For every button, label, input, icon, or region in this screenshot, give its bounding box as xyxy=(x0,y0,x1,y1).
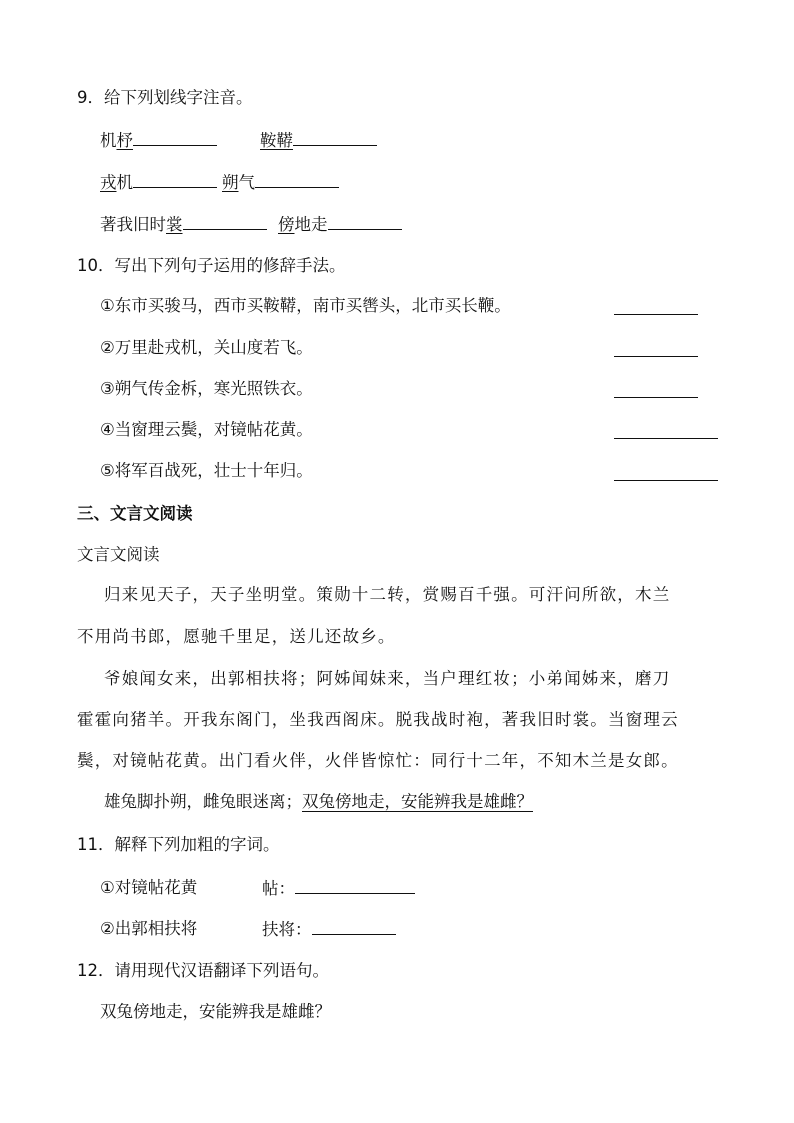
passage-line: 爷娘闻女来，出郭相扶将；阿姊闻妹来，当户理红妆；小弟闻姊来，磨刀 xyxy=(104,669,671,688)
answer-blank[interactable] xyxy=(312,918,396,935)
passage-line: 归来见天子，天子坐明堂。策勋十二转，赏赐百千强。可汗问所欲，木兰 xyxy=(104,585,671,604)
answer-blank[interactable] xyxy=(183,213,267,230)
q9-item-5: 著我旧时裳 xyxy=(100,213,267,236)
passage-line: 鬓，对镜帖花黄。出门看火伴，火伴皆惊忙：同行十二年，不知木兰是女郎。 xyxy=(77,751,679,770)
answer-blank[interactable] xyxy=(293,129,377,146)
q9-item-3: 戎机 xyxy=(100,171,217,194)
q10-item-3: ③朔气传金柝，寒光照铁衣。 xyxy=(100,379,313,398)
answer-blank[interactable] xyxy=(614,396,698,398)
section-heading: 三、文言文阅读 xyxy=(77,504,193,523)
q9-item-4: 朔气 xyxy=(222,171,339,194)
answer-blank[interactable] xyxy=(614,355,698,357)
q10-item-2: ②万里赴戎机，关山度若飞。 xyxy=(100,338,313,357)
answer-blank[interactable] xyxy=(295,877,415,894)
answer-blank[interactable] xyxy=(133,171,217,188)
underlined-sentence: 双兔傍地走，安能辨我是雄雌？ xyxy=(302,792,533,811)
q11-item-1-phrase: ①对镜帖花黄 xyxy=(100,878,198,897)
q10-title: 10．写出下列句子运用的修辞手法。 xyxy=(77,256,346,275)
q11-title: 11．解释下列加粗的字词。 xyxy=(77,835,280,854)
passage-line: 雄兔脚扑朔，雌兔眼迷离；双兔傍地走，安能辨我是雄雌？ xyxy=(104,792,533,811)
q9-title: 9．给下列划线字注音。 xyxy=(77,88,253,107)
answer-blank[interactable] xyxy=(133,129,217,146)
answer-blank[interactable] xyxy=(614,313,698,315)
q12-title: 12．请用现代汉语翻译下列语句。 xyxy=(77,961,329,980)
q10-item-4: ④当窗理云鬓，对镜帖花黄。 xyxy=(100,420,313,439)
passage-line: 霍霍向猪羊。开我东阁门，坐我西阁床。脱我战时袍，著我旧时裳。当窗理云 xyxy=(77,710,679,729)
q11-item-2-key: 扶将： xyxy=(262,918,396,941)
q9-item-2: 鞍鞯 xyxy=(260,129,377,152)
q11-item-1-key: 帖： xyxy=(262,877,415,900)
section-subheading: 文言文阅读 xyxy=(77,545,160,564)
q9-item-6: 傍地走 xyxy=(278,213,402,236)
answer-blank[interactable] xyxy=(614,437,718,439)
answer-blank[interactable] xyxy=(255,171,339,188)
q10-item-1: ①东市买骏马，西市买鞍鞯，南市买辔头，北市买长鞭。 xyxy=(100,296,511,315)
passage-line: 不用尚书郎，愿驰千里足，送儿还故乡。 xyxy=(77,627,396,646)
q9-item-1: 机杼 xyxy=(100,129,217,152)
answer-blank[interactable] xyxy=(328,213,402,230)
q11-item-2-phrase: ②出郭相扶将 xyxy=(100,919,198,938)
answer-blank[interactable] xyxy=(614,479,718,481)
q12-sentence: 双兔傍地走，安能辨我是雄雌？ xyxy=(100,1002,331,1021)
q10-item-5: ⑤将军百战死，壮士十年归。 xyxy=(100,461,313,480)
